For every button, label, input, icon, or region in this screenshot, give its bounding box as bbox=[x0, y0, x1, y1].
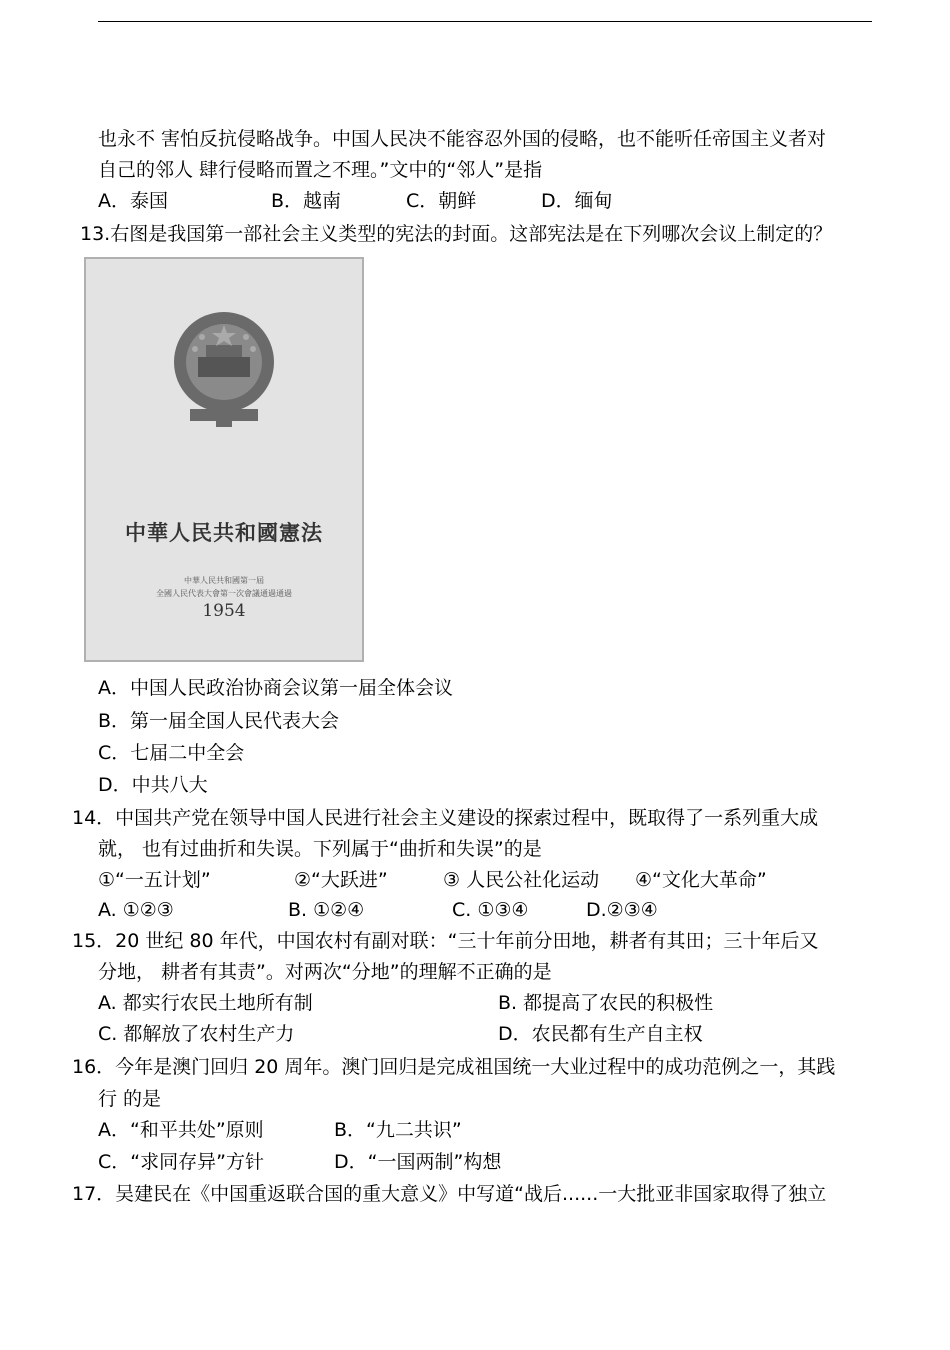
q16-option-b: B．“九二共识” bbox=[334, 1119, 462, 1141]
q14-item-4: ④“文化大革命” bbox=[635, 869, 767, 891]
q16-stem-line-2: 行 的是 bbox=[98, 1088, 162, 1110]
q13-option-a: A．中国人民政治协商会议第一届全体会议 bbox=[98, 677, 453, 699]
q15-option-a: A. 都实行农民土地所有制 bbox=[98, 992, 313, 1014]
q15-option-d: D．农民都有生产自主权 bbox=[498, 1023, 703, 1045]
q14-stem-line-2: 就， 也有过曲折和失误。下列属于“曲折和失误”的是 bbox=[98, 838, 542, 860]
cover-subtitle-2: 全國人民代表大會第一次會議通過通過 bbox=[156, 589, 292, 598]
q12-continuation-line-2: 自己的邻人 肆行侵略而置之不理。”文中的“邻人”是指 bbox=[98, 159, 543, 181]
q12-option-c: C．朝鲜 bbox=[406, 190, 477, 212]
q13-option-d: D．中共八大 bbox=[98, 774, 208, 796]
q14-item-2: ②“大跃进” bbox=[294, 869, 388, 891]
q12-option-b: B．越南 bbox=[271, 190, 342, 212]
q13-option-b: B．第一届全国人民代表大会 bbox=[98, 710, 340, 732]
q12-continuation-line-1: 也永不 害怕反抗侵略战争。中国人民决不能容忍外国的侵略，也不能听任帝国主义者对 bbox=[98, 128, 827, 150]
q17-stem-line-1: 17．吴建民在《中国重返联合国的重大意义》中写道“战后......一大批亚非国家取得了独立 bbox=[72, 1183, 827, 1205]
q14-stem-line-1: 14．中国共产党在领导中国人民进行社会主义建设的探索过程中，既取得了一系列重大成 bbox=[72, 807, 819, 829]
q13-option-c: C．七届二中全会 bbox=[98, 742, 245, 764]
cover-year: 1954 bbox=[202, 601, 246, 621]
q14-option-b: B. ①②④ bbox=[288, 899, 365, 921]
q15-option-b: B. 都提高了农民的积极性 bbox=[498, 992, 714, 1014]
q15-stem-line-1: 15．20 世纪 80 年代，中国农村有副对联：“三十年前分田地，耕者有其田；三十年后又 bbox=[72, 930, 819, 952]
cover-subtitle-1: 中華人民共和國第一屆 bbox=[184, 576, 264, 585]
q16-stem-line-1: 16．今年是澳门回归 20 周年。澳门回归是完成祖国统一大业过程中的成功范例之一，其践 bbox=[72, 1056, 836, 1078]
q15-stem-line-2: 分地， 耕者有其责”。对两次“分地”的理解不正确的是 bbox=[98, 961, 552, 983]
q14-option-c: C. ①③④ bbox=[452, 899, 529, 921]
q14-item-3: ③ 人民公社化运动 bbox=[443, 869, 600, 891]
q16-option-a: A．“和平共处”原则 bbox=[98, 1119, 264, 1141]
q16-option-d: D．“一国两制”构想 bbox=[334, 1151, 502, 1173]
national-emblem-icon bbox=[86, 259, 362, 660]
q13-stem: 13.右图是我国第一部社会主义类型的宪法的封面。这部宪法是在下列哪次会议上制定的？ bbox=[80, 223, 833, 245]
q12-option-d: D．缅甸 bbox=[541, 190, 613, 212]
q14-option-d: D.②③④ bbox=[586, 899, 658, 921]
q12-option-a: A．泰国 bbox=[98, 190, 168, 212]
header-rule bbox=[98, 21, 872, 22]
constitution-cover-image bbox=[84, 257, 364, 662]
q14-option-a: A. ①②③ bbox=[98, 899, 174, 921]
cover-title: 中華人民共和國憲法 bbox=[125, 520, 323, 545]
q16-option-c: C．“求同存异”方针 bbox=[98, 1151, 264, 1173]
q14-item-1: ①“一五计划” bbox=[98, 869, 211, 891]
q15-option-c: C. 都解放了农村生产力 bbox=[98, 1023, 295, 1045]
